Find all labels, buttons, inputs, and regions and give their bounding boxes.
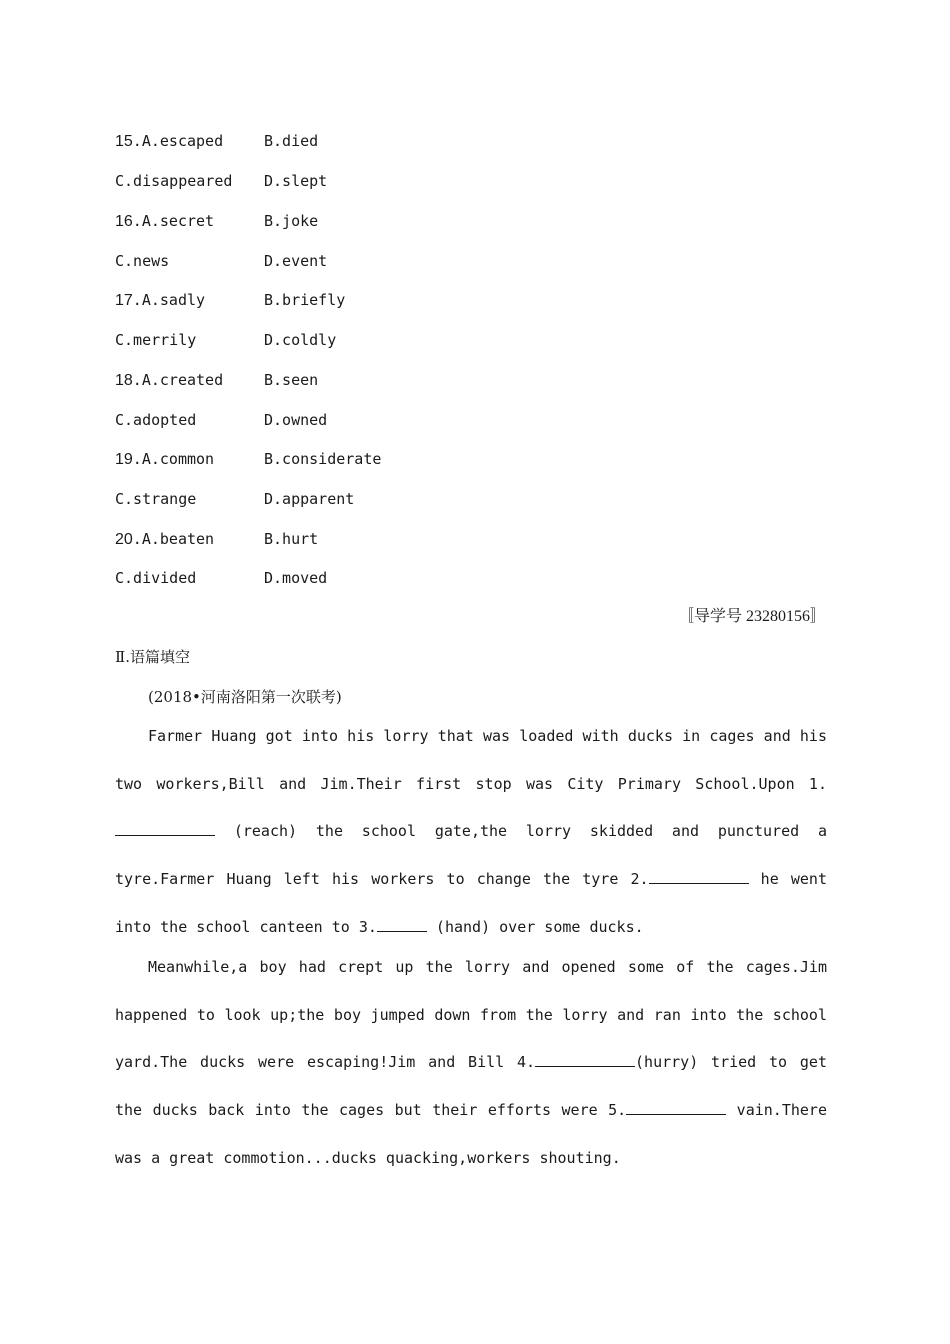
option-c: C.merrily bbox=[115, 331, 197, 349]
blank-1[interactable] bbox=[115, 821, 215, 836]
option-a: A.secret bbox=[141, 212, 215, 230]
option-a: A.sadly bbox=[141, 291, 206, 309]
question-number: 20 bbox=[115, 531, 133, 548]
option-a: A.beaten bbox=[141, 530, 215, 548]
option-c: C.disappeared bbox=[115, 172, 233, 190]
option-b: B.died bbox=[264, 132, 319, 150]
passage-paragraph-1: Farmer Huang got into his lorry that was loaded with ducks in cages and his two workers,Bill and Jim.Their first stop was City Primary School.Upon 1. (reach) the school gate,the lorry skidded and punctured a tyre.Farmer Huang left his workers to change the tyre 2. he went into the school canteen to 3. (hand) over some ducks. bbox=[115, 727, 827, 936]
option-d: D.apparent bbox=[264, 490, 355, 508]
document-page: 15.A.escaped B.died C.disappeared D.slept 16.A.secret B.joke C.news D.event 17.A.sadly B.briefly C.merrily D.coldly 18.A.created B.seen C.adopted D.owned 19.A.common B.considerate C.strange D.apparent 20.A.beaten B.hurt C.divided D.moved 〚导学号 23280156〛 Ⅱ.语篇填空 (2018•河南洛阳第一次联考) Farmer Huang got into his lorry that was loaded with ducks in cages and his two workers,Bill and Jim.Their first stop was City Primary School.Upon 1. (reach) the school gate,the lorry skidded and punctured a tyre.Farmer Huang left his workers to change the tyre 2. he went into the school canteen to 3. (hand) over some ducks. Meanwhile,a boy had crept up the lorry and opened some of the cages.Jim happened to look up;the boy jumped down from the lorry and ran into the school yard.The ducks were escaping!Jim and Bill 4. (hurry) tried to get the ducks back into the cages but their efforts were 5. vain.There was a great commotion...ducks quacking,workers shouting. bbox=[0, 0, 950, 1344]
question-number: 17 bbox=[115, 292, 133, 309]
question-number: 18 bbox=[115, 372, 133, 389]
blank-4[interactable] bbox=[535, 1052, 635, 1067]
blank-5[interactable] bbox=[626, 1100, 726, 1115]
option-c: C.divided bbox=[115, 569, 197, 587]
passage-paragraph-2: Meanwhile,a boy had crept up the lorry and opened some of the cages.Jim happened to look up;the boy jumped down from the lorry and ran into the school yard.The ducks were escaping!Jim and Bill 4. (hurry) tried to get the ducks back into the cages but their efforts were 5. vain.There was a great commotion...ducks quacking,workers shouting. bbox=[115, 958, 827, 1167]
option-c: C.news bbox=[115, 252, 170, 270]
question-number: 15 bbox=[115, 133, 133, 150]
option-a: A.escaped bbox=[141, 132, 224, 150]
option-b: B.joke bbox=[264, 212, 319, 230]
question-number: 19 bbox=[115, 451, 133, 468]
section-title: Ⅱ.语篇填空 bbox=[115, 648, 190, 666]
option-d: D.event bbox=[264, 252, 328, 270]
blank-3[interactable] bbox=[377, 917, 427, 932]
option-c: C.strange bbox=[115, 490, 197, 508]
option-b: B.hurt bbox=[264, 530, 319, 548]
option-a: A.common bbox=[141, 450, 215, 468]
option-d: D.owned bbox=[264, 411, 328, 429]
option-d: D.coldly bbox=[264, 331, 337, 349]
option-b: B.considerate bbox=[264, 450, 382, 468]
option-d: D.moved bbox=[264, 569, 328, 587]
option-a: A.created bbox=[141, 371, 224, 389]
option-b: B.seen bbox=[264, 371, 319, 389]
question-number: 16 bbox=[115, 213, 133, 230]
reference-number: 〚导学号 23280156〛 bbox=[677, 608, 826, 625]
option-d: D.slept bbox=[264, 172, 328, 190]
option-b: B.briefly bbox=[264, 291, 346, 309]
option-c: C.adopted bbox=[115, 411, 197, 429]
blank-2[interactable] bbox=[649, 869, 749, 884]
source-citation: (2018•河南洛阳第一次联考) bbox=[148, 688, 342, 706]
